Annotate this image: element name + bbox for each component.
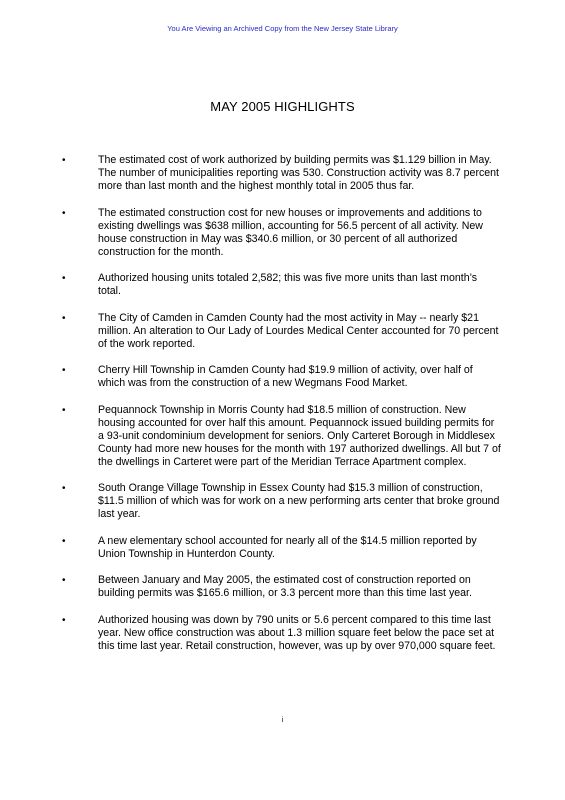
list-item-text: Pequannock Township in Morris County had $18.5 million of construction. New housing accounted for over half this amount. Pequannock issued building permits for a 93-unit condominium development for seniors. Only Carteret Borough in Middlesex County had more new houses for the month with 197 authorized dwellings. All but 7 of the dwellings in Carteret were part of the Meridian Terrace Apartment complex. — [98, 403, 501, 468]
bullet-icon: • — [62, 483, 66, 494]
list-item — [62, 364, 502, 390]
list-item — [62, 154, 502, 193]
bullet-icon: • — [62, 575, 66, 586]
archive-banner: You Are Viewing an Archived Copy from the New Jersey State Library — [167, 24, 398, 33]
bullet-icon: • — [62, 312, 66, 324]
list-item-text: The estimated construction cost for new houses or improvements and additions to existing dwellings was $638 million, accounting for 56.5 percent of all activity. New house construction in May was $340.6 million, or 30 percent of all authorized construction for the month. — [98, 206, 483, 258]
list-item-text: Authorized housing was down by 790 units or 5.6 percent compared to this time last year. New office construction was about 1.3 million square feet below the pace set at this time last year. Retail construction, however, was up by over 970,000 square feet. — [98, 613, 496, 652]
bullet-icon: • — [62, 614, 66, 626]
list-item-text: Between January and May 2005, the estimated cost of construction reported on building permits was $165.6 million, or 3.3 percent more than this time last year. — [98, 574, 472, 599]
list-item — [62, 614, 502, 653]
list-item-text: South Orange Village Township in Essex County had $15.3 million of construction, $11.5 million of which was for work on a new performing arts center that broke ground last year. — [98, 482, 500, 520]
list-item — [62, 404, 502, 469]
bullet-icon: • — [62, 155, 66, 166]
page-title: MAY 2005 HIGHLIGHTS — [210, 99, 355, 114]
list-item — [62, 482, 502, 521]
list-item-text: The estimated cost of work authorized by building permits was $1.129 billion in May. The number of municipalities reporting was 530. Construction activity was 8.7 percent more than last month and the highest monthly total in 2005 thus far. — [98, 154, 499, 192]
bullet-icon: • — [62, 207, 66, 219]
bullet-icon: • — [62, 365, 66, 376]
highlights-list — [62, 154, 502, 666]
list-item — [62, 535, 502, 561]
bullet-icon: • — [62, 404, 66, 416]
list-item-text: Cherry Hill Township in Camden County had $19.9 million of activity, over half of which was from the construction of a new Wegmans Food Market. — [98, 364, 473, 389]
list-item-text: The City of Camden in Camden County had the most activity in May -- nearly $21 million. An alteration to Our Lady of Lourdes Medical Center accounted for 70 percent of the work reported. — [98, 311, 499, 350]
list-item-text: Authorized housing units totaled 2,582; this was five more units than last month’s total. — [98, 272, 478, 297]
list-item — [62, 207, 502, 259]
page-number: i — [281, 717, 284, 724]
list-item — [62, 272, 502, 298]
list-item — [62, 574, 502, 600]
bullet-icon: • — [62, 273, 66, 284]
list-item — [62, 312, 502, 351]
list-item-text: A new elementary school accounted for nearly all of the $14.5 million reported by Union Township in Hunterdon County. — [98, 534, 477, 560]
bullet-icon: • — [62, 535, 66, 547]
